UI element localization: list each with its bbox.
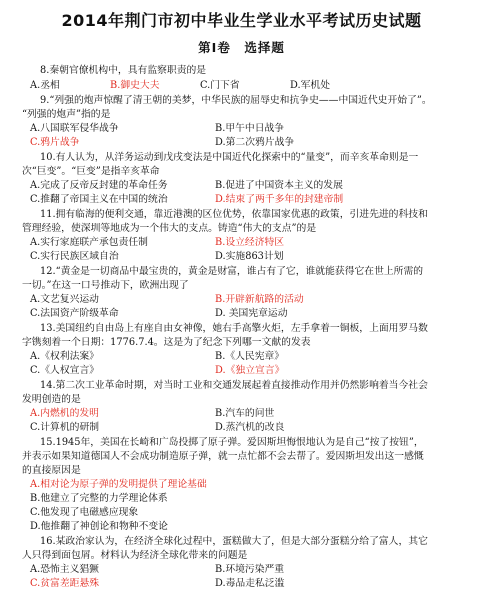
question-14-option-c: C.计算机的研制 <box>30 422 100 433</box>
question-11-stem-line-2: 管理经验，使深圳等地成为一个伟大的支点。铸造“伟大的支点”的是 <box>22 223 317 234</box>
question-15-option-d: D.他推翻了神创论和物种不变论 <box>30 521 168 532</box>
question-15-stem-line-3: 的直接原因是 <box>22 465 81 476</box>
question-9-option-d: D.第二次鸦片战争 <box>215 137 295 148</box>
question-13-option-d: D.《独立宣言》 <box>215 365 285 376</box>
question-8-stem: 8.秦朝官僚机构中，具有监察职责的是 <box>40 65 207 76</box>
question-9-option-a: A.八国联军侵华战争 <box>30 123 119 134</box>
question-8-option-b: B.御史大夫 <box>110 80 160 91</box>
question-13-option-a: A.《权利法案》 <box>30 351 99 362</box>
question-15-stem-line-2: 并表示如果知道德国人不会成功制造原子弹，就一点忙都不会去帮了。爱因斯坦发出这一感慨 <box>22 451 424 462</box>
question-10-option-d: D.结束了两千多年的封建帝制 <box>215 194 344 205</box>
question-14-option-b: B.汽车的问世 <box>215 408 275 419</box>
question-8-option-c: C.门下省 <box>200 80 240 91</box>
question-11-option-d: D.实施863计划 <box>215 251 284 262</box>
question-9-stem-line-1: 9.“列强的炮声惊醒了清王朝的美梦，中华民族的屈辱史和抗争史——中国近代史开始了”。 <box>40 95 432 106</box>
question-12-option-a: A.文艺复兴运动 <box>30 294 99 305</box>
question-10-option-c: C.推翻了帝国主义在中国的统治 <box>30 194 168 205</box>
question-11-stem-line-1: 11.拥有临海的便利交通，靠近港澳的区位优势，依靠国家优惠的政策，引进先进的科技和 <box>40 209 428 220</box>
question-9-stem-line-2: “列强的炮声”指的是 <box>22 109 111 120</box>
question-9-option-b: B.甲午中日战争 <box>215 123 285 134</box>
question-16-stem-line-2: 人只得到面包屑。材料认为经济全球化带来的问题是 <box>22 550 248 561</box>
question-13-option-c: C.《人权宣言》 <box>30 365 100 376</box>
question-12-stem-line-1: 12.“黄金是一切商品中最宝贵的，黄金是财富，谁占有了它，谁就能获得它在世上所需的 <box>40 266 424 277</box>
question-13-option-b: B.《人民宪章》 <box>215 351 285 362</box>
question-14-stem-line-1: 14.第二次工业革命时期，对当时工业和交通发展起着直接推动作用并仍然影响着当今社会 <box>40 380 428 391</box>
question-10-stem-line-2: 次“巨变”。“巨变”是指辛亥革命 <box>22 166 160 177</box>
question-14-option-d: D.蒸汽机的改良 <box>215 422 285 433</box>
question-15-option-b: B.他建立了完整的力学理论体系 <box>30 493 168 504</box>
question-8-option-a: A.丞相 <box>30 80 60 91</box>
question-11-option-a: A.实行家庭联产承包责任制 <box>30 237 148 248</box>
question-16-option-d: D.毒品走私泛滥 <box>215 578 285 589</box>
question-13-stem-line-1: 13.美国纽约自由岛上有座自由女神像，她右手高擎火炬，左手拿着一铜板，上面用罗马数 <box>40 323 428 334</box>
question-11-option-c: C.实行民族区域自治 <box>30 251 119 262</box>
question-14-option-a: A.内燃机的发明 <box>30 408 99 419</box>
question-15-stem-line-1: 15.1945年，美国在长崎和广岛投掷了原子弹。爱因斯坦悔恨地认为是自己“按了按钮”， <box>40 437 424 448</box>
exam-title: 2014年荆门市初中毕业生学业水平考试历史试题 <box>61 11 422 30</box>
question-16-option-b: B.环境污染严重 <box>215 564 285 575</box>
question-9-option-c: C.鸦片战争 <box>30 137 80 148</box>
question-14-stem-line-2: 发明创造的是 <box>22 394 81 405</box>
question-15-option-c: C.他发现了电磁感应现象 <box>30 507 139 518</box>
question-16-option-c: C.贫富差距悬殊 <box>30 578 100 589</box>
question-15-option-a: A.相对论为原子弹的发明提供了理论基础 <box>30 479 207 490</box>
question-8-option-d: D.军机处 <box>290 80 331 91</box>
question-16-option-a: A.恐怖主义猖獗 <box>30 564 99 575</box>
question-12-option-c: C.法国资产阶级革命 <box>30 308 119 319</box>
question-13-stem-line-2: 字镌刻着一个日期：1776.7.4。这是为了纪念下列哪一文献的发表 <box>22 337 311 348</box>
question-12-option-b: B.开辟新航路的活动 <box>215 294 304 305</box>
question-10-option-a: A.完成了反帝反封建的革命任务 <box>30 180 168 191</box>
question-10-stem-line-1: 10.有人认为，从洋务运动到戊戌变法是中国近代化探索中的“量变”，而辛亥革命则是一 <box>40 152 419 163</box>
question-16-stem-line-1: 16.某政治家认为，在经济全球化过程中，蛋糕做大了，但是大部分蛋糕分给了富人，其它 <box>40 536 428 547</box>
question-10-option-b: B.促进了中国资本主义的发展 <box>215 180 343 191</box>
question-12-stem-line-2: 一切。”在这一口号推动下，欧洲出现了 <box>22 280 189 291</box>
question-12-option-d: D. 美国宪章运动 <box>215 308 288 319</box>
section-heading: 第Ⅰ卷 选择题 <box>198 40 285 55</box>
question-11-option-b: B.设立经济特区 <box>215 237 285 248</box>
